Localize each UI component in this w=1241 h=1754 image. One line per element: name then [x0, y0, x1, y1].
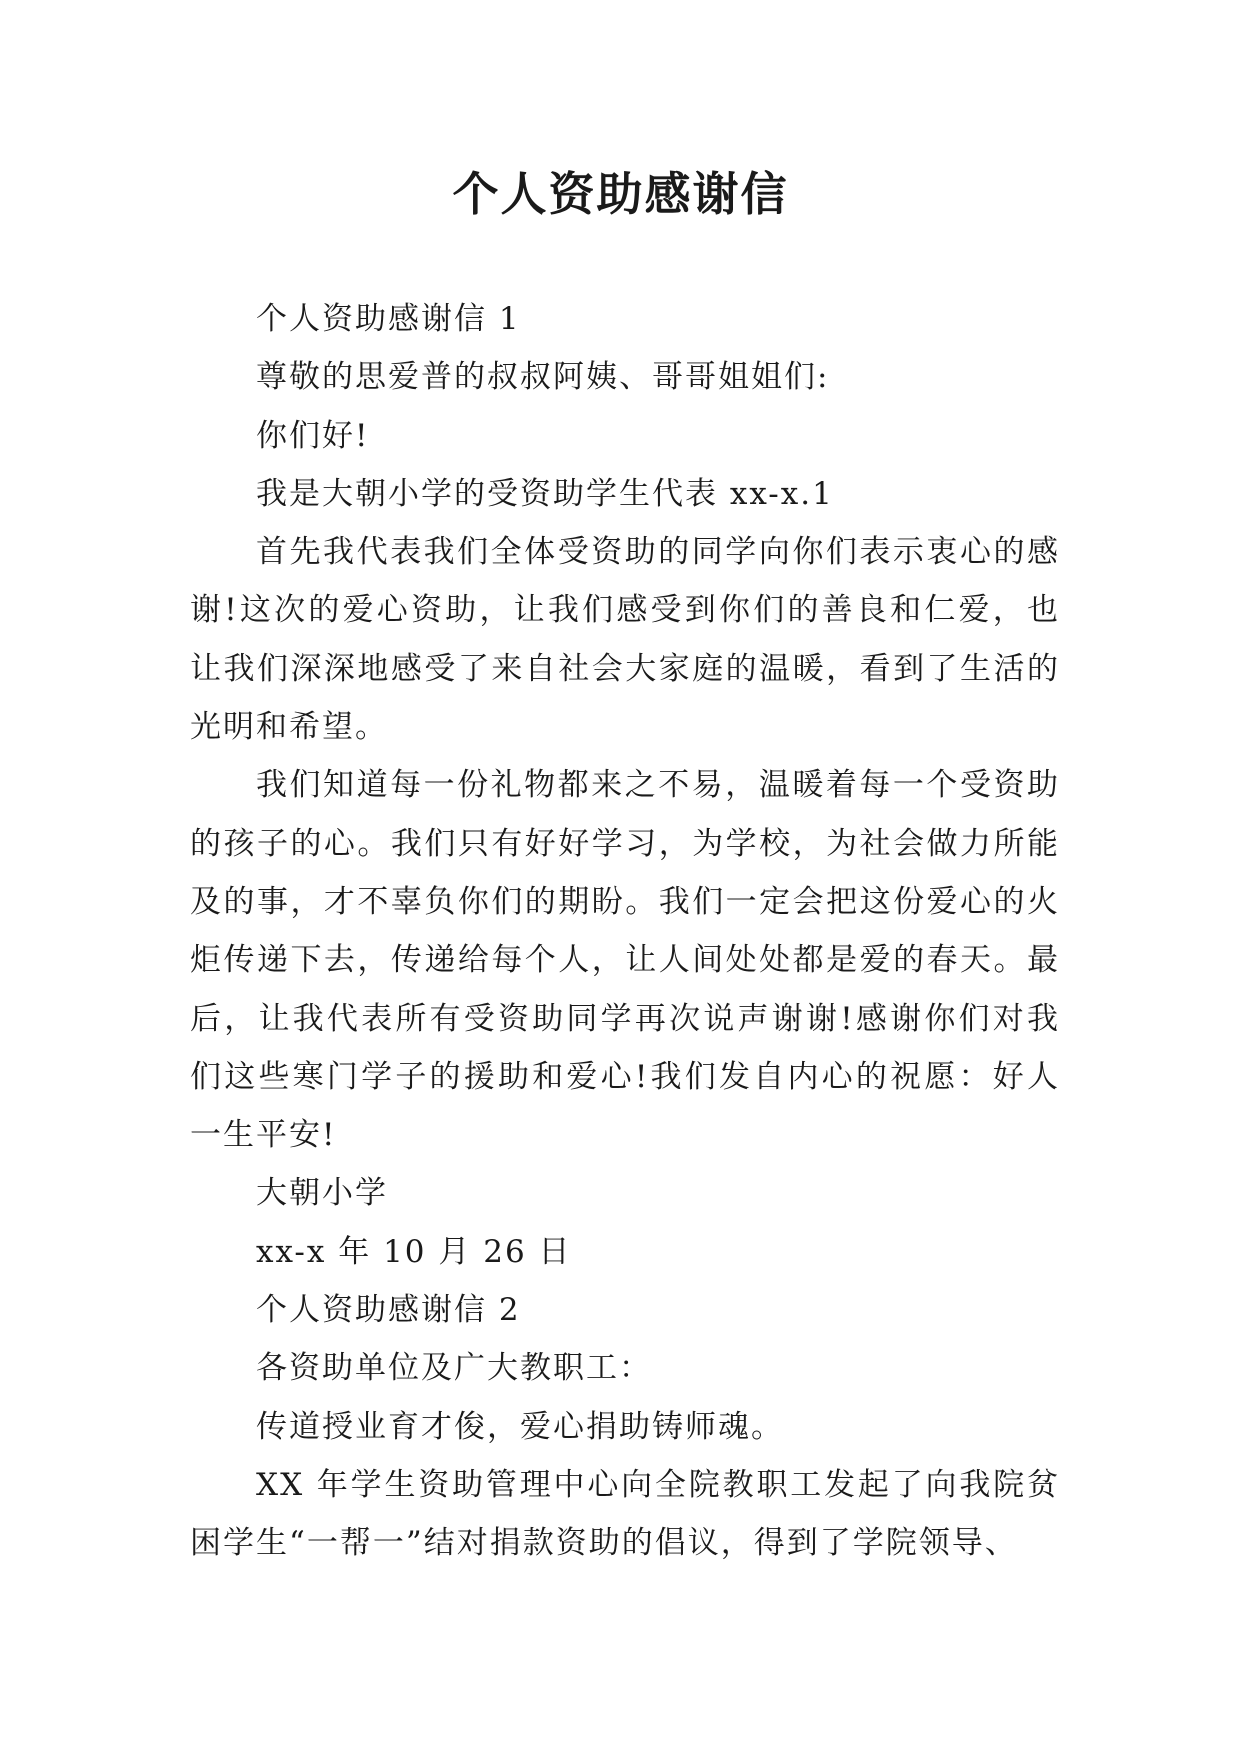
letter-paragraph-2: 我们知道每一份礼物都来之不易，温暖着每一个受资助的孩子的心。我们只有好好学习，为学校，为社会做力所能及的事，才不辜负你们的期盼。我们一定会把这份爱心的火炬传递下去，传递给每个人，让人间处处都是爱的春天。最后，让我代表所有受资助同学再次说声谢谢!感谢你们对我们这些寒门学子的援助和爱心!我们发自内心的祝愿：好人一生平安!	[190, 767, 1060, 1154]
letter-salutation-1: 尊敬的思爱普的叔叔阿姨、哥哥姐姐们:	[256, 359, 830, 396]
letter-motto: 传道授业育才俊，爱心捐助铸师魂。	[256, 1408, 784, 1445]
document-title: 个人资助感谢信	[452, 167, 789, 221]
letter-salutation-2: 各资助单位及广大教职工：	[256, 1350, 652, 1387]
letter-heading-1: 个人资助感谢信 1	[256, 301, 521, 337]
letter-date: xx-x 年 10 月 26 日	[256, 1233, 572, 1270]
letter-intro-line: 我是大朝小学的受资助学生代表 xx-x.1	[256, 475, 834, 512]
letter-paragraph-3: XX 年学生资助管理中心向全院教职工发起了向我院贫困学生“一帮一”结对捐款资助的倡议，得到了学院领导、	[190, 1466, 1060, 1562]
letter-heading-2: 个人资助感谢信 2	[256, 1292, 521, 1329]
letter-greeting-1: 你们好!	[256, 417, 370, 454]
letter-signature: 大朝小学	[256, 1175, 388, 1212]
document-body	[190, 290, 1060, 1573]
letter-paragraph-1: 首先我代表我们全体受资助的同学向你们表示衷心的感谢!这次的爱心资助，让我们感受到你们的善良和仁爱，也让我们深深地感受了来自社会大家庭的温暖，看到了生活的光明和希望。	[190, 534, 1060, 746]
